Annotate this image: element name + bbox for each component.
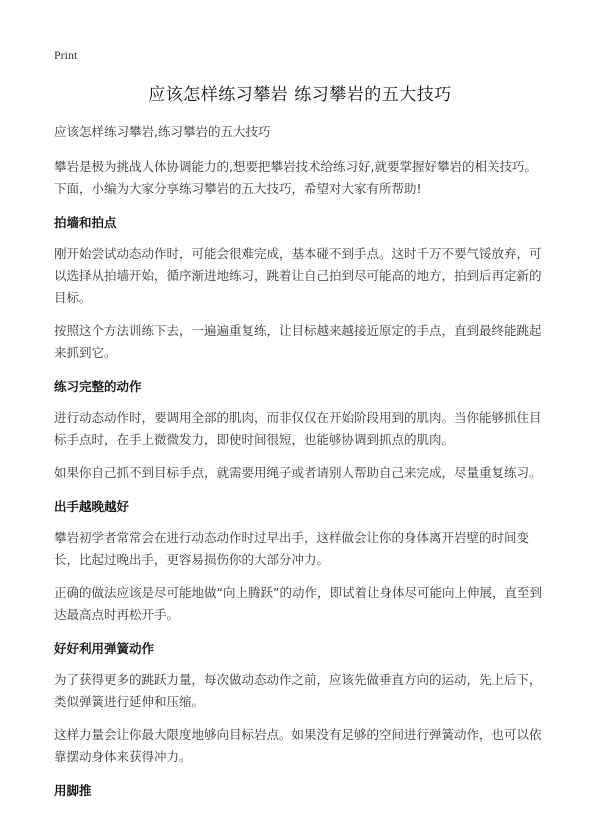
section-chu-shou [54, 497, 546, 626]
section-pai-qiang [54, 213, 546, 364]
section-yong-jiao-tui [54, 781, 546, 801]
section-paragraph: 刚开始尝试动态动作时，可能会很难完成，基本碰不到手点。这时千万不要气馁放弃，可以选择从拍墙开始，循序渐进地练习，跳着让自己拍到尽可能高的地方，拍到后再定新的目标。 [54, 246, 542, 305]
section-heading: 用脚推 [54, 783, 92, 798]
section-paragraph: 攀岩初学者常常会在进行动态动作时过早出手，这样做会让你的身体离开岩壁的时间变长，比起过晚出手，更容易损伤你的大部分冲力。 [54, 530, 530, 567]
section-paragraph: 如果你自己抓不到目标手点，就需要用绳子或者请别人帮助自己来完成，尽量重复练习。 [54, 465, 542, 480]
section-paragraph: 按照这个方法训练下去，一遍遍重复练，让目标越来越接近原定的手点，直到最终能跳起来抓到它。 [54, 323, 542, 360]
section-heading: 练习完整的动作 [54, 379, 142, 394]
section-wan-zheng-dong-zuo [54, 377, 546, 484]
page-title: 应该怎样练习攀岩 练习攀岩的五大技巧 [148, 85, 452, 105]
section-paragraph: 为了获得更多的跳跃力量，每次做动态动作之前，应该先做垂直方向的运动，先上后下，类似弹簧进行延伸和压缩。 [54, 672, 542, 709]
intro-paragraph: 攀岩是极为挑战人体协调能力的,想要把攀岩技术给练习好,就要掌握好攀岩的相关技巧。下面，小编为大家分享练习攀岩的五大技巧，希望对大家有所帮助! [54, 159, 537, 196]
section-heading: 好好利用弹簧动作 [54, 641, 155, 656]
section-paragraph: 这样力量会让你最大限度地够向目标岩点。如果没有足够的空间进行弹簧动作，也可以依靠摆动身体来获得冲力。 [54, 727, 542, 764]
print-link[interactable]: Print [54, 48, 78, 62]
section-tan-huang [54, 639, 546, 768]
section-heading: 出手越晚越好 [54, 499, 130, 514]
section-heading: 拍墙和拍点 [54, 215, 117, 230]
article-subtitle: 应该怎样练习攀岩,练习攀岩的五大技巧 [54, 124, 271, 139]
section-paragraph: 进行动态动作时，要调用全部的肌肉，而非仅仅在开始阶段用到的肌肉。当你能够抓住目标手点时，在手上微微发力，即使时间很短，也能够协调到抓点的肌肉。 [54, 410, 542, 447]
section-paragraph: 正确的做法应该是尽可能地做“向上腾跃”的动作，即试着让身体尽可能向上伸展，直至到达最高点时再松开手。 [54, 585, 542, 622]
